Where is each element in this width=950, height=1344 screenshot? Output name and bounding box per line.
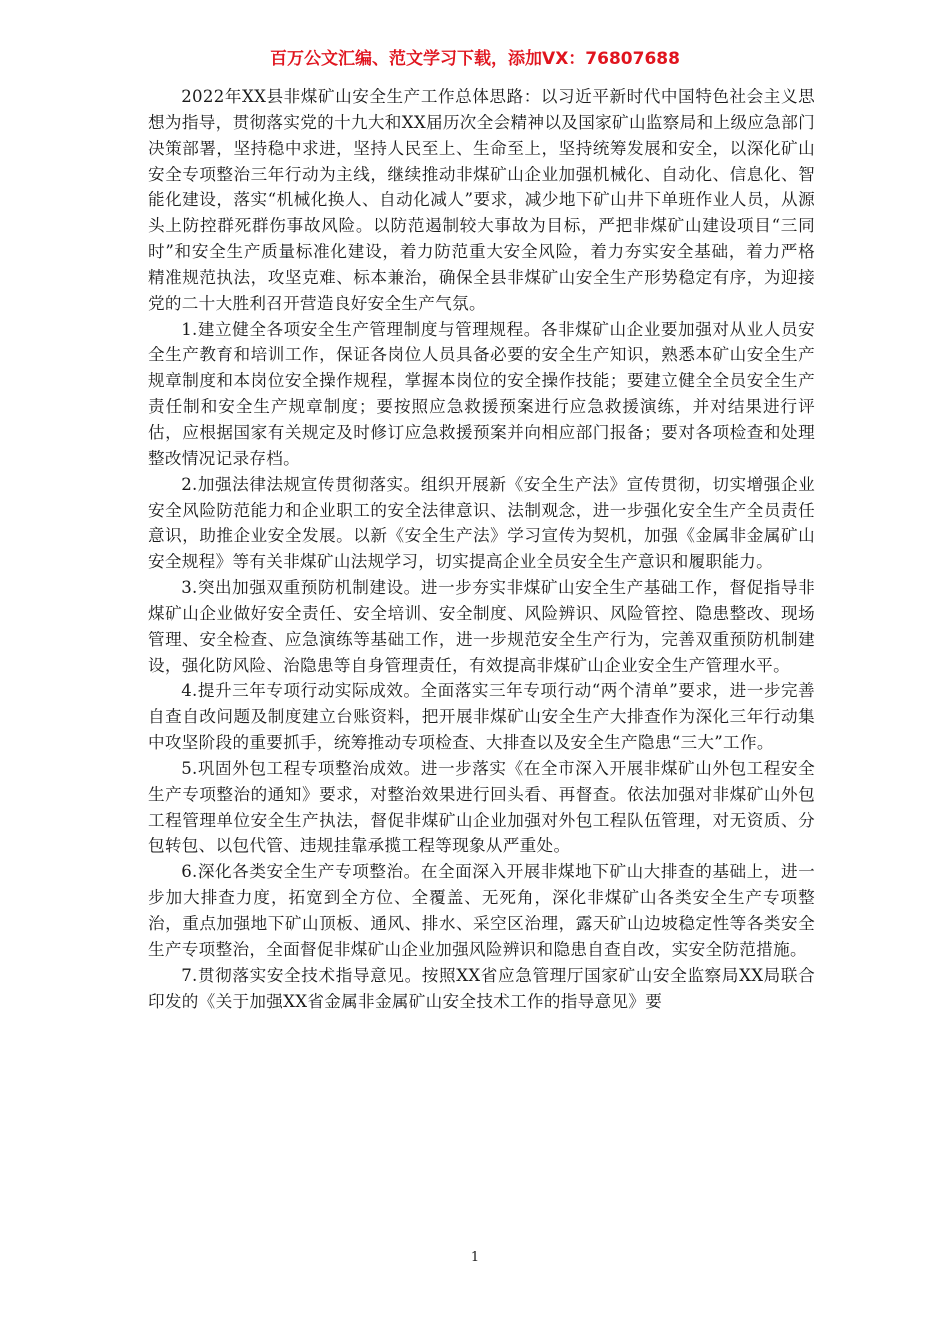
- paragraph-item-2: 2.加强法律法规宣传贯彻落实。组织开展新《安全生产法》宣传贯彻，切实增强企业安全风险防范能力和企业职工的安全法律意识、法制观念，进一步强化安全生产全员责任意识，助推企业安全发展。以新《安全生产法》学习宣传为契机，加强《金属非金属矿山安全规程》等有关非煤矿山法规学习，切实提高企业全员安全生产意识和履职能力。: [148, 474, 815, 572]
- paragraph-item-7: 7.贯彻落实安全技术指导意见。按照XX省应急管理厅国家矿山安全监察局XX局联合印发的《关于加强XX省金属非金属矿山安全技术工作的指导意见》要: [148, 965, 815, 1011]
- paragraph-item-6: 6.深化各类安全生产专项整治。在全面深入开展非煤地下矿山大排查的基础上，进一步加大排查力度，拓宽到全方位、全覆盖、无死角，深化非煤矿山各类安全生产专项整治，重点加强地下矿山顶板、通风、排水、采空区治理，露天矿山边坡稳定性等各类安全生产专项整治，全面督促非煤矿山企业加强风险辨识和隐患自查自改，实安全防范措施。: [148, 862, 815, 959]
- paragraph-item-1: 1.建立健全各项安全生产管理制度与管理规程。各非煤矿山企业要加强对从业人员安全生产教育和培训工作，保证各岗位人员具备必要的安全生产知识，熟悉本矿山安全生产规章制度和本岗位安全操作规程，掌握本岗位的安全操作技能；要建立健全全员安全生产责任制和安全生产规章制度；要按照应急救援预案进行应急救援演练，并对结果进行评估，应根据国家有关规定及时修订应急救援预案并向相应部门报备；要对各项检查和处理整改情况记录存档。: [148, 319, 815, 468]
- document-body: [148, 84, 815, 1014]
- paragraph-item-4: 4.提升三年专项行动实际成效。全面落实三年专项行动“两个清单”要求，进一步完善自查自改问题及制度建立台账资料，把开展非煤矿山安全生产大排查作为深化三年行动集中攻坚阶段的重要抓手，统筹推动专项检查、大排查以及安全生产隐患“三大”工作。: [148, 681, 815, 753]
- page-number: 1: [470, 1250, 480, 1265]
- paragraph-item-3: 3.突出加强双重预防机制建设。进一步夯实非煤矿山安全生产基础工作，督促指导非煤矿山企业做好安全责任、安全培训、安全制度、风险辨识、风险管控、隐患整改、现场管理、安全检查、应急演练等基础工作，进一步规范安全生产行为，完善双重预防机制建设，强化防风险、治隐患等自身管理责任，有效提高非煤矿山企业安全生产管理水平。: [148, 578, 815, 675]
- intro-paragraph: 2022年XX县非煤矿山安全生产工作总体思路：以习近平新时代中国特色社会主义思想为指导，贯彻落实党的十九大和XX届历次全会精神以及国家矿山监察局和上级应急部门决策部署，坚持稳中求进，坚持人民至上、生命至上，坚持统筹发展和安全，以深化矿山安全专项整治三年行动为主线，继续推动非煤矿山企业加强机械化、自动化、信息化、智能化建设，落实“机械化换人、自动化减人”要求，减少地下矿山井下单班作业人员，从源头上防控群死群伤事故风险。以防范遏制较大事故为目标，严把非煤矿山建设项目“三同时”和安全生产质量标准化建设，着力防范重大安全风险，着力夯实安全基础，着力严格精准规范执法，攻坚克难、标本兼治，确保全县非煤矿山安全生产形势稳定有序，为迎接党的二十大胜利召开营造良好安全生产气氛。: [148, 87, 815, 313]
- paragraph-item-5: 5.巩固外包工程专项整治成效。进一步落实《在全市深入开展非煤矿山外包工程安全生产专项整治的通知》要求，对整治效果进行回头看、再督查。依法加强对非煤矿山外包工程管理单位安全生产执法，督促非煤矿山企业加强对外包工程队伍管理，对无资质、分包转包、以包代管、违规挂靠承揽工程等现象从严重处。: [148, 758, 815, 856]
- document-header-banner: 百万公文汇编、范文学习下载，添加VX：76807688: [270, 49, 680, 69]
